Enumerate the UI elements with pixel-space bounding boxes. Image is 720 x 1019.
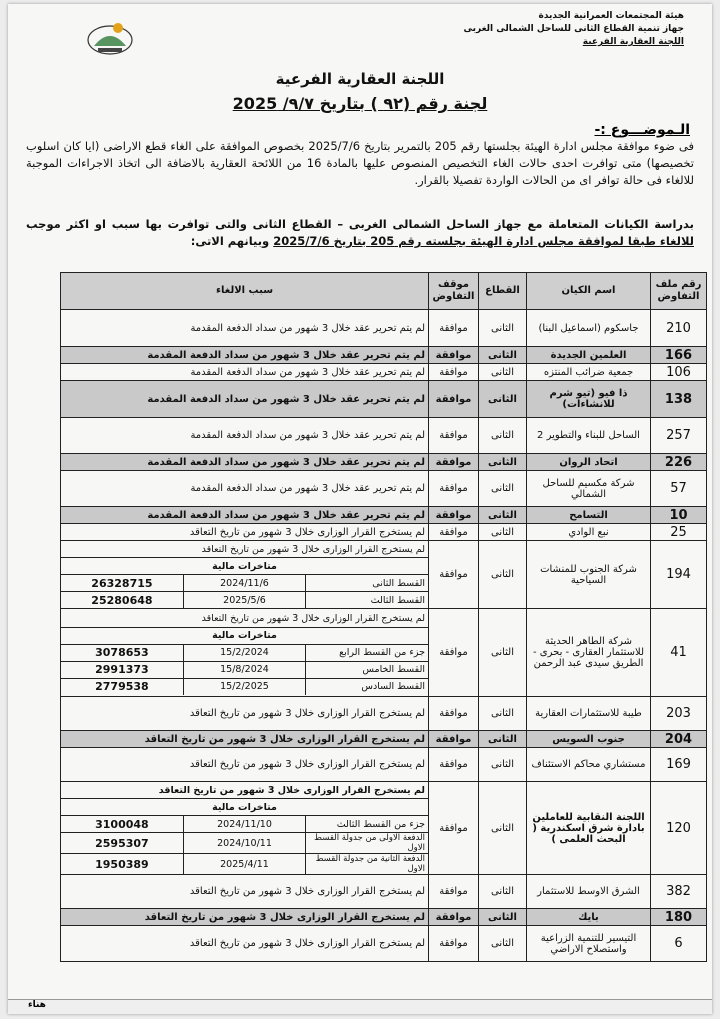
- cell-sector: الثانى: [479, 524, 527, 541]
- arrears-date: 2025/5/6: [183, 592, 305, 609]
- cell-entity: مستشاري محاكم الاستئناف: [527, 748, 651, 782]
- committee-title: اللجنة العقارية الفرعية: [275, 70, 445, 88]
- arrears-amount: 2595307: [61, 833, 183, 854]
- arrears-label: القسط الخامس: [306, 661, 428, 678]
- cell-file-no: 41: [651, 609, 707, 697]
- table-row: [61, 507, 707, 524]
- cell-sector: الثانى: [479, 875, 527, 909]
- cell-file-no: 169: [651, 748, 707, 782]
- cell-reason-detail: [61, 782, 429, 875]
- table-row: [61, 310, 707, 347]
- study-text-a: بدراسة الكيانات المتعاملة مع جهاز الساحل الشمالى الغربى – القطاع الثانى والتى توافرت بها سبب او اكثر موجب: [26, 217, 694, 231]
- table-row: [61, 364, 707, 381]
- cell-file-no: 257: [651, 418, 707, 454]
- arrears-reason: لم يستخرج القرار الوزارى خلال 3 شهور من تاريخ التعاقد: [201, 543, 425, 555]
- cell-entity: جنوب السويس: [527, 731, 651, 748]
- cell-file-no: 138: [651, 381, 707, 418]
- arrears-date: 15/2/2025: [183, 678, 305, 695]
- cell-entity: طيبة للاستثمارات العقارية: [527, 697, 651, 731]
- cell-sector: الثانى: [479, 507, 527, 524]
- cell-file-no: 203: [651, 697, 707, 731]
- arrears-label: القسط الثالث: [306, 592, 428, 609]
- cell-reason: لم يستخرج القرار الوزارى خلال 3 شهور من تاريخ التعاقد: [61, 697, 429, 731]
- cell-sector: الثانى: [479, 541, 527, 609]
- cell-reason: لم يتم تحرير عقد خلال 3 شهور من سداد الدفعة المقدمة: [61, 471, 429, 507]
- cell-sector: الثانى: [479, 347, 527, 364]
- cell-entity: جاسكوم (اسماعيل البنا): [527, 310, 651, 347]
- arrears-title: متاخرات مالية: [61, 558, 428, 575]
- table-row: [61, 381, 707, 418]
- table-row: [61, 909, 707, 926]
- col-entity: اسم الكيان: [527, 273, 651, 310]
- cell-reason-detail: [61, 541, 429, 609]
- arrears-label: القسط الثانى: [306, 575, 428, 592]
- cell-sector: الثانى: [479, 310, 527, 347]
- arrears-amount: 2991373: [61, 661, 183, 678]
- cell-sector: الثانى: [479, 471, 527, 507]
- arrears-table: [61, 611, 428, 695]
- cell-position: موافقة: [429, 507, 479, 524]
- cell-position: موافقة: [429, 609, 479, 697]
- cell-sector: الثانى: [479, 909, 527, 926]
- cell-position: موافقة: [429, 731, 479, 748]
- arrears-table: [61, 541, 428, 608]
- cell-sector: الثانى: [479, 609, 527, 697]
- cell-sector: الثانى: [479, 381, 527, 418]
- cell-position: موافقة: [429, 347, 479, 364]
- cell-position: موافقة: [429, 418, 479, 454]
- study-text-b: للالغاء طبقا لموافقة مجلس ادارة الهيئة بجلسته رقم 205 بتاريخ 2025/7/6: [273, 234, 694, 248]
- cell-file-no: 120: [651, 782, 707, 875]
- arrears-amount: 2779538: [61, 678, 183, 695]
- cell-reason: لم يتم تحرير عقد خلال 3 شهور من سداد الدفعة المقدمة: [61, 364, 429, 381]
- cell-file-no: 194: [651, 541, 707, 609]
- table-row: [61, 418, 707, 454]
- arrears-row: [61, 644, 428, 661]
- cell-file-no: 226: [651, 454, 707, 471]
- arrears-title: متاخرات مالية: [61, 799, 428, 816]
- cell-position: موافقة: [429, 471, 479, 507]
- table-row: [61, 748, 707, 782]
- cell-sector: الثانى: [479, 454, 527, 471]
- committee-number-date: لجنة رقم (٩٢ ) بتاريخ ٩/٧/ 2025: [232, 94, 488, 113]
- cell-reason: لم يتم تحرير عقد خلال 3 شهور من سداد الدفعة المقدمة: [61, 507, 429, 524]
- document-page: [8, 4, 712, 1014]
- letterhead: [384, 10, 684, 49]
- cell-entity: اتحاد الروان: [527, 454, 651, 471]
- table-row: [61, 524, 707, 541]
- cell-position: موافقة: [429, 697, 479, 731]
- cell-entity: بايك: [527, 909, 651, 926]
- table-row: [61, 471, 707, 507]
- arrears-label: القسط السادس: [306, 678, 428, 695]
- cell-file-no: 382: [651, 875, 707, 909]
- cell-position: موافقة: [429, 310, 479, 347]
- arrears-table: [61, 782, 428, 874]
- arrears-date: 2025/4/11: [183, 854, 305, 875]
- arrears-row: [61, 678, 428, 695]
- study-paragraph: [26, 216, 694, 250]
- cell-reason: لم يستخرج القرار الوزارى خلال 3 شهور من تاريخ التعاقد: [61, 524, 429, 541]
- cell-entity: شركة الطاهر الحديثة للاستثمار العقارى - بحرى - الطريق سيدى عبد الرحمن: [527, 609, 651, 697]
- cell-file-no: 204: [651, 731, 707, 748]
- cell-file-no: 10: [651, 507, 707, 524]
- table-row: [61, 454, 707, 471]
- authority-logo-icon: [80, 16, 140, 58]
- cell-position: موافقة: [429, 364, 479, 381]
- cell-position: موافقة: [429, 748, 479, 782]
- arrears-amount: 1950389: [61, 854, 183, 875]
- arrears-date: 2024/11/6: [183, 575, 305, 592]
- table-row: [61, 697, 707, 731]
- cell-reason: لم يتم تحرير عقد خلال 3 شهور من سداد الدفعة المقدمة: [61, 347, 429, 364]
- cell-file-no: 6: [651, 926, 707, 962]
- table-header-row: [61, 273, 707, 310]
- cell-entity: شركة مكسيم للساحل الشمالي: [527, 471, 651, 507]
- table-row: [61, 782, 707, 875]
- cell-entity: جمعية ضرائب المنتزه: [527, 364, 651, 381]
- arrears-row: [61, 592, 428, 609]
- col-position: موقف التفاوض: [429, 273, 479, 310]
- cell-reason: لم يتم تحرير عقد خلال 3 شهور من سداد الدفعة المقدمة: [61, 310, 429, 347]
- arrears-date: 15/8/2024: [183, 661, 305, 678]
- cell-sector: الثانى: [479, 748, 527, 782]
- cell-file-no: 57: [651, 471, 707, 507]
- cell-entity: نبع الوادي: [527, 524, 651, 541]
- cell-entity: ذا فيو (تيو شرم للانشاءات): [527, 381, 651, 418]
- arrears-label: جزء من القسط الثالث: [306, 816, 428, 833]
- cell-entity: التيسير للتنمية الزراعية واستصلاح الاراضي: [527, 926, 651, 962]
- cell-position: موافقة: [429, 782, 479, 875]
- cell-reason: لم يتم تحرير عقد خلال 3 شهور من سداد الدفعة المقدمة: [61, 454, 429, 471]
- col-reason: سبب الالغاء: [61, 273, 429, 310]
- cell-file-no: 106: [651, 364, 707, 381]
- arrears-row: [61, 833, 428, 854]
- arrears-reason: لم يستخرج القرار الوزارى خلال 3 شهور من تاريخ التعاقد: [158, 784, 425, 796]
- cell-reason: لم يستخرج القرار الوزارى خلال 3 شهور من تاريخ التعاقد: [61, 731, 429, 748]
- cell-entity: العلمين الجديدة: [527, 347, 651, 364]
- cell-position: موافقة: [429, 381, 479, 418]
- arrears-label: الدفعة الاولى من جدولة القسط الاول: [306, 833, 428, 854]
- cell-sector: الثانى: [479, 731, 527, 748]
- arrears-row: [61, 575, 428, 592]
- cell-entity: اللجنة النقابية للعاملين بادارة شرق اسكندرية ( البحث العلمى ): [527, 782, 651, 875]
- cell-reason: لم يستخرج القرار الوزارى خلال 3 شهور من تاريخ التعاقد: [61, 909, 429, 926]
- table-row: [61, 875, 707, 909]
- cell-reason: لم يستخرج القرار الوزارى خلال 3 شهور من تاريخ التعاقد: [61, 748, 429, 782]
- cell-sector: الثانى: [479, 926, 527, 962]
- cell-file-no: 166: [651, 347, 707, 364]
- arrears-date: 2024/10/11: [183, 833, 305, 854]
- arrears-title: متاخرات مالية: [61, 627, 428, 644]
- cell-position: موافقة: [429, 524, 479, 541]
- subject-label: الـموضـــوع :-: [594, 122, 690, 138]
- cell-position: موافقة: [429, 909, 479, 926]
- arrears-row: [61, 661, 428, 678]
- cell-entity: الشرق الاوسط للاستثمار: [527, 875, 651, 909]
- cell-position: موافقة: [429, 926, 479, 962]
- table-row: [61, 347, 707, 364]
- footer-text: هناء: [28, 1000, 46, 1010]
- cell-sector: الثانى: [479, 418, 527, 454]
- arrears-amount: 26328715: [61, 575, 183, 592]
- org-line-2: جهاز تنمية القطاع الثانى للساحل الشمالى الغربى: [463, 24, 684, 34]
- arrears-row: [61, 854, 428, 875]
- table-row: [61, 541, 707, 609]
- table-row: [61, 731, 707, 748]
- cell-sector: الثانى: [479, 697, 527, 731]
- cell-position: موافقة: [429, 541, 479, 609]
- cell-position: موافقة: [429, 454, 479, 471]
- col-file-no: رقم ملف التفاوض: [651, 273, 707, 310]
- arrears-amount: 25280648: [61, 592, 183, 609]
- study-text-c: وبيانهم الاتى:: [190, 234, 274, 248]
- cancellation-table: [60, 272, 707, 962]
- cell-reason: لم يتم تحرير عقد خلال 3 شهور من سداد الدفعة المقدمة: [61, 418, 429, 454]
- arrears-date: 2024/11/10: [183, 816, 305, 833]
- page-footer: [8, 999, 712, 1014]
- table-row: [61, 926, 707, 962]
- table-row: [61, 609, 707, 697]
- arrears-amount: 3078653: [61, 644, 183, 661]
- cell-reason: لم يتم تحرير عقد خلال 3 شهور من سداد الدفعة المقدمة: [61, 381, 429, 418]
- arrears-row: [61, 816, 428, 833]
- cell-reason-detail: [61, 609, 429, 697]
- cell-sector: الثانى: [479, 364, 527, 381]
- org-line-3: اللجنة العقارية الفرعية: [582, 37, 684, 47]
- cell-file-no: 210: [651, 310, 707, 347]
- col-sector: القطاع: [479, 273, 527, 310]
- cell-reason: لم يستخرج القرار الوزارى خلال 3 شهور من تاريخ التعاقد: [61, 875, 429, 909]
- cell-entity: التسامح: [527, 507, 651, 524]
- cell-entity: شركة الجنوب للمنشات السياحية: [527, 541, 651, 609]
- cell-reason: لم يستخرج القرار الوزارى خلال 3 شهور من تاريخ التعاقد: [61, 926, 429, 962]
- arrears-date: 15/2/2024: [183, 644, 305, 661]
- cell-sector: الثانى: [479, 782, 527, 875]
- org-line-1: هيئة المجتمعات العمرانية الجديدة: [538, 11, 684, 21]
- arrears-reason: لم يستخرج القرار الوزارى خلال 3 شهور من تاريخ التعاقد: [201, 613, 425, 624]
- arrears-amount: 3100048: [61, 816, 183, 833]
- arrears-label: جزء من القسط الرابع: [306, 644, 428, 661]
- cell-position: موافقة: [429, 875, 479, 909]
- cell-file-no: 25: [651, 524, 707, 541]
- cell-file-no: 180: [651, 909, 707, 926]
- arrears-label: الدفعة الثانية من جدولة القسط الاول: [306, 854, 428, 875]
- intro-paragraph: فى ضوء موافقة مجلس ادارة الهيئة بجلستها رقم 205 بالتمرير بتاريخ 2025/7/6 بخصوص الموافقة على الغاء قطع الاراضى (ايا كان اسلوب تخصيصها) متى توافرت احدى حالات الغاء التخصيص المنصوص عليها بالمادة 16 من اللائحة العقارية بالاضافة الى اتخاذ الاجراءات الموجبة للالغاء فى حالة توافر اى من الحالات الواردة تفصيلا بالقرار.: [26, 139, 694, 187]
- cell-entity: الساحل للبناء والتطوير 2: [527, 418, 651, 454]
